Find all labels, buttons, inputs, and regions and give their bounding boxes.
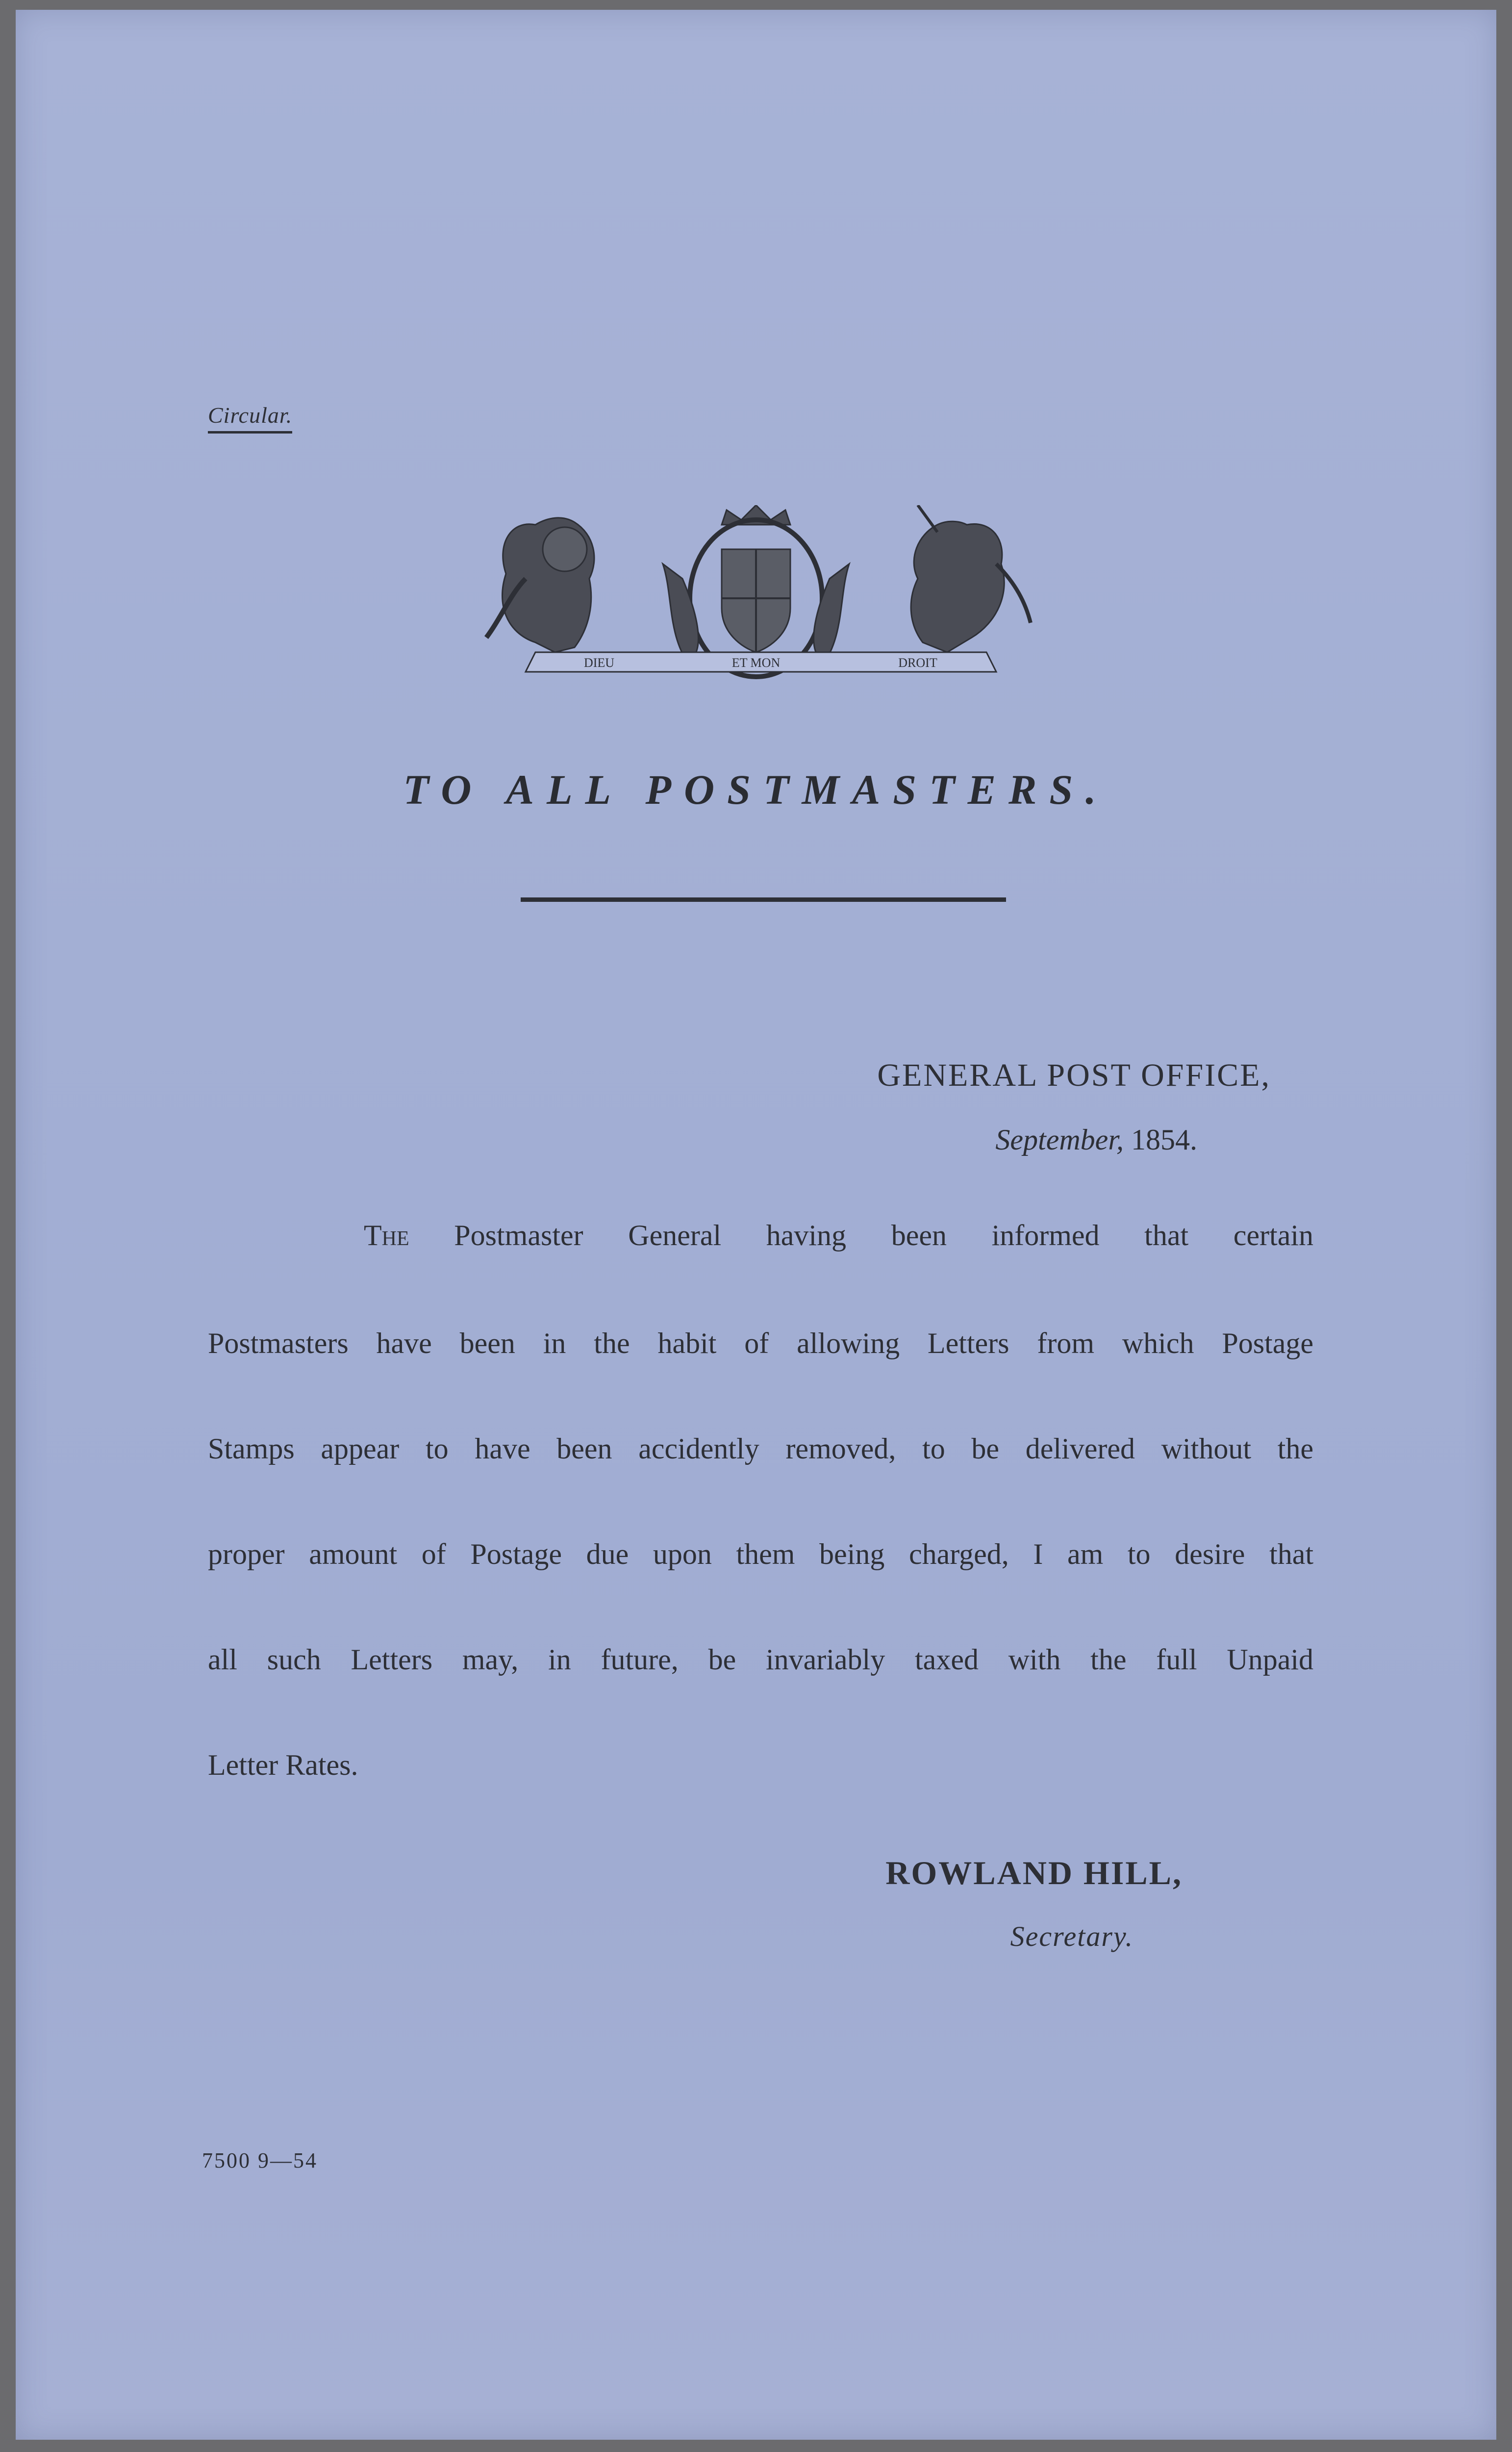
print-code: 7500 9—54 [202,2148,318,2172]
circular-label: Circular. [208,402,292,434]
document-title: TO ALL POSTMASTERS. [403,766,1109,813]
document-date [995,1123,1197,1157]
signature-role: Secretary. [1010,1920,1134,1952]
circular-document [16,10,1496,2440]
motto-middle: ET MON [731,656,781,670]
body-line-5: all such Letters may, in future, be invariably taxed with the full Unpaid [208,1643,1313,1676]
date-year: 1854. [1131,1124,1197,1156]
body-line-1 [364,1219,1313,1252]
date-month: September, [995,1124,1124,1156]
body-line-3: Stamps appear to have been accidently removed, to be delivered without the [208,1432,1313,1465]
royal-coat-of-arms [477,505,1035,691]
body-line-1-text: Postmaster General having been informed that certain [454,1219,1313,1252]
unicorn-supporter [911,521,1004,652]
signature-name: ROWLAND HILL, [885,1854,1183,1891]
office-heading: GENERAL POST OFFICE, [877,1057,1271,1093]
motto-left: DIEU [583,656,615,670]
motto-right: DROIT [898,656,937,670]
body-line-6: Letter Rates. [208,1749,358,1781]
body-line-2: Postmasters have been in the habit of allowing Letters from which Postage [208,1327,1313,1359]
body-lead-word: The [364,1219,409,1252]
body-line-4: proper amount of Postage due upon them being charged, I am to desire that [208,1538,1313,1570]
title-divider [521,897,1006,902]
